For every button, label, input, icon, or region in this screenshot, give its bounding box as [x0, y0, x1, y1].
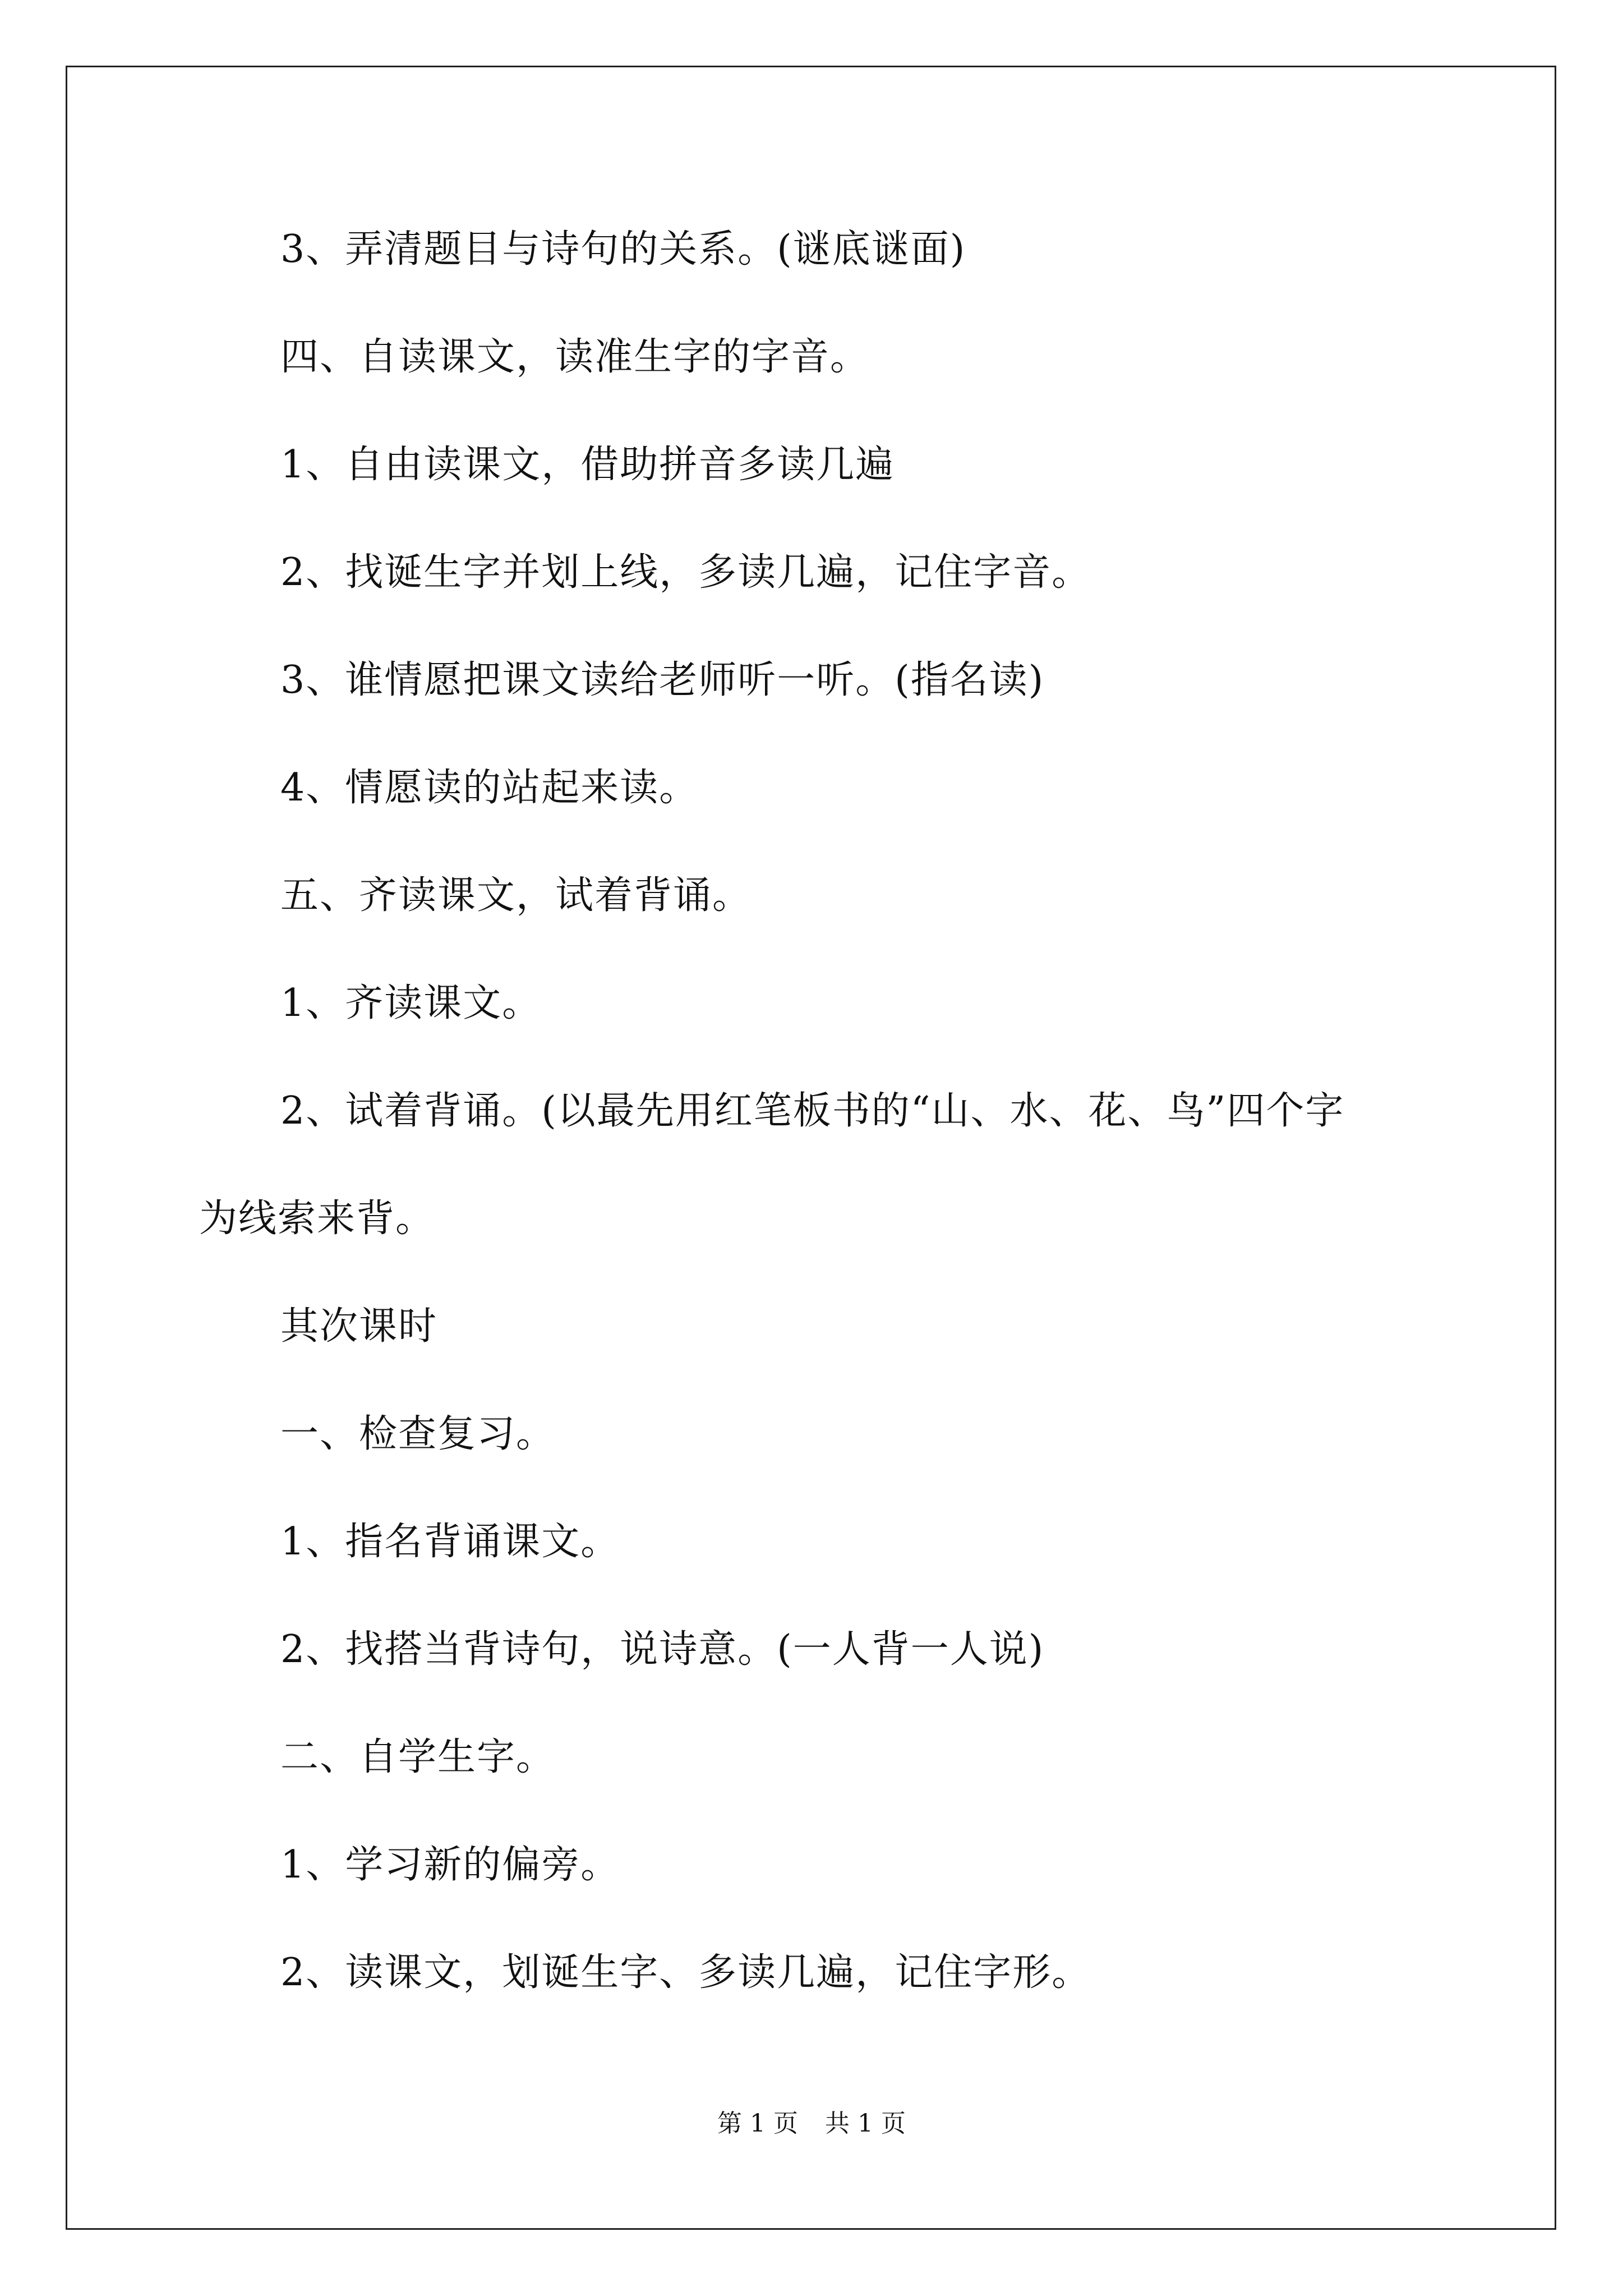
text-line: 1、指名背诵课文。 [280, 1520, 620, 1564]
page-total: 共 1 页 [825, 2109, 906, 2138]
text-line: 1、自由读课文，借助拼音多读几遍 [280, 443, 895, 487]
text-line: 一、检查复习。 [280, 1412, 556, 1456]
text-line: 3、谁情愿把课文读给老师听一听。(指名读) [280, 658, 1045, 702]
text-line: 2、找搭当背诗句，说诗意。(一人背一人说) [280, 1627, 1045, 1672]
text-line: 五、齐读课文，试着背诵。 [280, 873, 752, 918]
text-line: 2、找诞生字并划上线，多读几遍，记住字音。 [280, 550, 1091, 595]
page-footer [0, 2108, 1623, 2139]
text-line: 4、情愿读的站起来读。 [280, 766, 699, 810]
text-line: 3、弄清题目与诗句的关系。(谜底谜面) [280, 227, 966, 272]
text-line: 2、试着背诵。(以最先用红笔板书的“山、水、花、鸟”四个字 [280, 1089, 1345, 1133]
page-number: 第 1 页 [717, 2109, 798, 2138]
text-line: 1、齐读课文。 [280, 981, 542, 1025]
text-line: 四、自读课文，读准生字的字音。 [280, 335, 870, 379]
text-line: 1、学习新的偏旁。 [280, 1843, 620, 1887]
text-line: 其次课时 [280, 1304, 438, 1349]
text-line: 二、自学生字。 [280, 1735, 556, 1779]
text-line: 为线索来背。 [199, 1197, 435, 1241]
text-line: 2、读课文，划诞生字、多读几遍，记住字形。 [280, 1950, 1091, 1995]
